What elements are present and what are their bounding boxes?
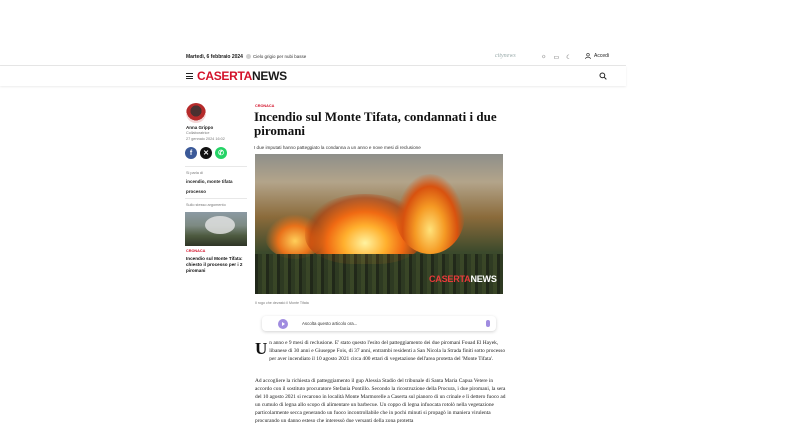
author-role: Collaboratrice — [186, 131, 210, 135]
hamburger-menu-icon[interactable] — [186, 73, 193, 81]
logo-news: NEWS — [252, 69, 287, 83]
author-avatar[interactable] — [186, 103, 206, 123]
article-paragraph — [255, 340, 507, 364]
monitor-icon[interactable]: ▭ — [553, 55, 560, 61]
talks-about-label: Si parla di — [186, 171, 203, 175]
sidebar-divider — [185, 166, 247, 167]
sidebar-divider — [185, 198, 247, 199]
login-button[interactable] — [585, 53, 609, 59]
site-header — [0, 66, 626, 86]
author-name[interactable]: Anna Grippo — [186, 125, 214, 130]
login-label: Accedi — [594, 53, 610, 59]
watermark-news: NEWS — [470, 274, 497, 284]
citynews-brand[interactable]: citynews — [495, 53, 516, 59]
site-logo[interactable] — [197, 69, 287, 83]
cloud-icon — [246, 54, 251, 59]
audio-player-label: Ascolta questo articolo ora... — [302, 321, 358, 326]
share-buttons — [185, 147, 227, 159]
image-caption: Il rogo che devastò il Monte Tifata — [255, 301, 309, 305]
x-icon: ✕ — [203, 150, 209, 157]
tag-link[interactable]: incendio, monte tifata — [186, 179, 233, 184]
weather-widget[interactable] — [246, 54, 306, 59]
related-article-thumbnail[interactable] — [185, 212, 247, 246]
facebook-share-button[interactable] — [185, 147, 197, 159]
paragraph-text: n anno e 9 mesi di reclusione. E' stato questo l'esito del patteggiamento dei due piromani Fouad El Hayek, libanese di 30 anni e Giuseppe Fois, di 37 anni, entrambi residenti a San Nicola la Strada finiti sotto processo per aver incendiato il 10 agosto 2021 circa 400 ettari di vegetazione dell'area protetta del 'Monte Tifata'. — [269, 340, 506, 362]
x-share-button[interactable] — [200, 147, 212, 159]
whatsapp-share-button[interactable] — [215, 147, 227, 159]
whatsapp-icon: ✆ — [218, 150, 224, 157]
top-blank-area — [0, 0, 800, 50]
image-watermark — [429, 274, 497, 284]
tag-link[interactable]: processo — [186, 189, 207, 194]
user-icon — [585, 53, 591, 59]
microphone-icon — [486, 320, 490, 327]
facebook-icon: f — [189, 149, 193, 157]
moon-icon[interactable]: ☾ — [566, 55, 572, 61]
brightness-icon[interactable]: ☼ — [541, 54, 547, 60]
current-date: Martedì, 6 febbraio 2024 — [186, 54, 243, 60]
article-category[interactable]: CRONACA — [255, 104, 275, 108]
weather-text: Cielo grigio per nubi basse — [253, 54, 307, 59]
play-icon[interactable] — [278, 319, 288, 329]
drop-cap: U — [255, 339, 268, 358]
utility-bar — [0, 50, 626, 66]
article-paragraph: Ad accogliere la richiesta di patteggiamento il gup Alessia Stadio del tribunale di Santa Maria Capua Vetere in accordo con il sostituto procuratore Stefania Pontillo. Secondo la ricostruzione della Procura, i due piromani, la sera del 10 agosto 2021 si recarono in località Monte Marmorelle a Caserta sul pianoro di un crinale e lì dettero fuoco ad un cumulo di legna allo scopo di alimentare un barbecue. Un coppo di legna infuocata rotolò nella vegetazione particolarmente secca generando un fuoco incontrollabile che in pochi minuti si propagò in maniera virulenta procurando un danno esteso che interessò due versanti della zona protetta — [255, 378, 506, 424]
article-subtitle: I due imputati hanno patteggiato la condanna a un anno e nove mesi di reclusione — [254, 145, 421, 150]
related-article-category: CRONACA — [186, 249, 206, 253]
related-article-title[interactable]: Incendio sul Monte Tifata: chiesto il processo per i 2 piromani — [186, 256, 243, 273]
search-icon[interactable] — [599, 72, 607, 80]
publish-date: 27 gennaio 2024 16:02 — [186, 137, 225, 141]
same-topic-label: Sullo stesso argomento — [186, 203, 226, 207]
logo-caserta: CASERTA — [197, 69, 253, 83]
article-title: Incendio sul Monte Tifata, condannati i due piromani — [254, 109, 497, 138]
utility-icons — [541, 54, 572, 61]
watermark-caserta: CASERTA — [429, 274, 471, 284]
audio-player[interactable] — [262, 316, 496, 331]
article-hero-image — [255, 154, 503, 294]
